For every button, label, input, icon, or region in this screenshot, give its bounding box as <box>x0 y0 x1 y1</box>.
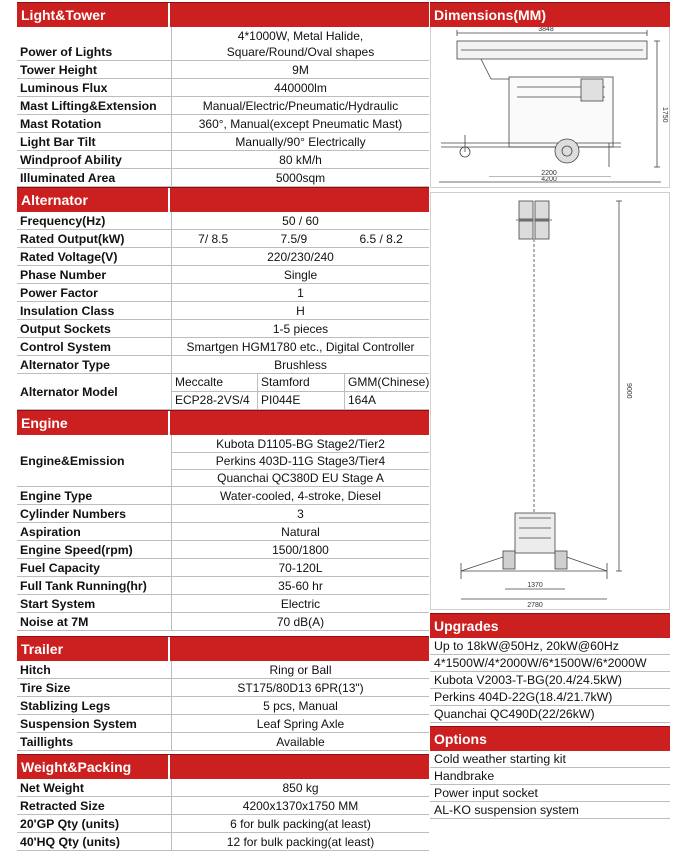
row-power-factor: Power Factor 1 <box>17 284 429 302</box>
dim-tower-height: 9000 <box>625 383 632 399</box>
dim-wheelbase: 2200 <box>541 170 557 177</box>
spec-table <box>17 2 429 851</box>
upgrade-item: Up to 18kW@50Hz, 20kW@60Hz <box>430 638 670 655</box>
row-output-sockets: Output Sockets 1-5 pieces <box>17 320 429 338</box>
section-header-engine: Engine <box>17 410 429 435</box>
row-suspension: Suspension System Leaf Spring Axle <box>17 715 429 733</box>
section-header-trailer: Trailer <box>17 636 429 661</box>
right-column <box>430 2 670 819</box>
dim-front-outer: 2780 <box>527 602 543 609</box>
row-aspiration: Aspiration Natural <box>17 523 429 541</box>
row-control-system: Control System Smartgen HGM1780 etc., Digital Controller <box>17 338 429 356</box>
row-hitch: Hitch Ring or Ball <box>17 661 429 679</box>
upgrade-item: Quanchai QC490D(22/26kW) <box>430 706 670 723</box>
row-tower-height: Tower Height 9M <box>17 61 429 79</box>
row-stabilizing-legs: Stablizing Legs 5 pcs, Manual <box>17 697 429 715</box>
section-header-upgrades: Upgrades <box>430 613 670 638</box>
row-start-system: Start System Electric <box>17 595 429 613</box>
row-power-of-lights: Power of Lights 4*1000W, Metal Halide, Square/Round/Oval shapes <box>17 27 429 61</box>
row-mast-rotation: Mast Rotation 360°, Manual(except Pneumatic Mast) <box>17 115 429 133</box>
option-item: Cold weather starting kit <box>430 751 670 768</box>
row-phase-number: Phase Number Single <box>17 266 429 284</box>
row-illuminated-area: Illuminated Area 5000sqm <box>17 169 429 187</box>
section-header-dimensions: Dimensions(MM) <box>430 2 670 27</box>
row-cylinder-numbers: Cylinder Numbers 3 <box>17 505 429 523</box>
row-alternator-type: Alternator Type Brushless <box>17 356 429 374</box>
row-retracted-size: Retracted Size 4200x1370x1750 MM <box>17 797 429 815</box>
front-view-panel <box>430 192 670 610</box>
row-fuel-capacity: Fuel Capacity 70-120L <box>17 559 429 577</box>
side-view-drawing <box>431 27 669 177</box>
row-alternator-model: Alternator Model Meccalte Stamford GMM(Chinese) ECP28-2VS/4 PI044E 164A <box>17 374 429 410</box>
dim-top-width: 3848 <box>538 27 554 33</box>
row-net-weight: Net Weight 850 kg <box>17 779 429 797</box>
section-header-light-tower: Light&Tower <box>17 2 429 27</box>
dim-length: 4200 <box>541 177 557 183</box>
dim-height-side: 1750 <box>661 107 668 123</box>
options-list <box>430 751 670 819</box>
row-40hq-qty: 40'HQ Qty (units) 12 for bulk packing(at least) <box>17 833 429 851</box>
dimension-drawings <box>430 27 670 188</box>
row-mast-lifting: Mast Lifting&Extension Manual/Electric/Pneumatic/Hydraulic <box>17 97 429 115</box>
row-rated-voltage: Rated Voltage(V) 220/230/240 <box>17 248 429 266</box>
row-rated-output: Rated Output(kW) 7/ 8.5 7.5/9 6.5 / 8.2 <box>17 230 429 248</box>
upgrade-item: 4*1500W/4*2000W/6*1500W/6*2000W <box>430 655 670 672</box>
row-tire-size: Tire Size ST175/80D13 6PR(13") <box>17 679 429 697</box>
section-header-alternator: Alternator <box>17 187 429 212</box>
row-luminous-flux: Luminous Flux 440000lm <box>17 79 429 97</box>
row-engine-type: Engine Type Water-cooled, 4-stroke, Diesel <box>17 487 429 505</box>
upgrade-item: Kubota V2003-T-BG(20.4/24.5kW) <box>430 672 670 689</box>
row-insulation-class: Insulation Class H <box>17 302 429 320</box>
row-engine-speed: Engine Speed(rpm) 1500/1800 <box>17 541 429 559</box>
section-header-weight-packing: Weight&Packing <box>17 754 429 779</box>
row-taillights: Taillights Available <box>17 733 429 751</box>
dim-front-inner: 1370 <box>527 582 543 589</box>
row-full-tank: Full Tank Running(hr) 35-60 hr <box>17 577 429 595</box>
option-item: Power input socket <box>430 785 670 802</box>
upgrades-list <box>430 638 670 723</box>
row-noise: Noise at 7M 70 dB(A) <box>17 613 429 631</box>
upgrade-item: Perkins 404D-22G(18.4/21.7kW) <box>430 689 670 706</box>
row-windproof: Windproof Ability 80 kM/h <box>17 151 429 169</box>
row-20gp-qty: 20'GP Qty (units) 6 for bulk packing(at least) <box>17 815 429 833</box>
row-light-bar-tilt: Light Bar Tilt Manually/90° Electrically <box>17 133 429 151</box>
front-view-drawing <box>431 193 669 609</box>
option-item: Handbrake <box>430 768 670 785</box>
option-item: AL-KO suspension system <box>430 802 670 819</box>
row-engine-emission: Engine&Emission Kubota D1105-BG Stage2/Tier2 Perkins 403D-11G Stage3/Tier4 Quanchai QC380D EU Stage A <box>17 435 429 487</box>
row-frequency: Frequency(Hz) 50 / 60 <box>17 212 429 230</box>
section-header-options: Options <box>430 726 670 751</box>
